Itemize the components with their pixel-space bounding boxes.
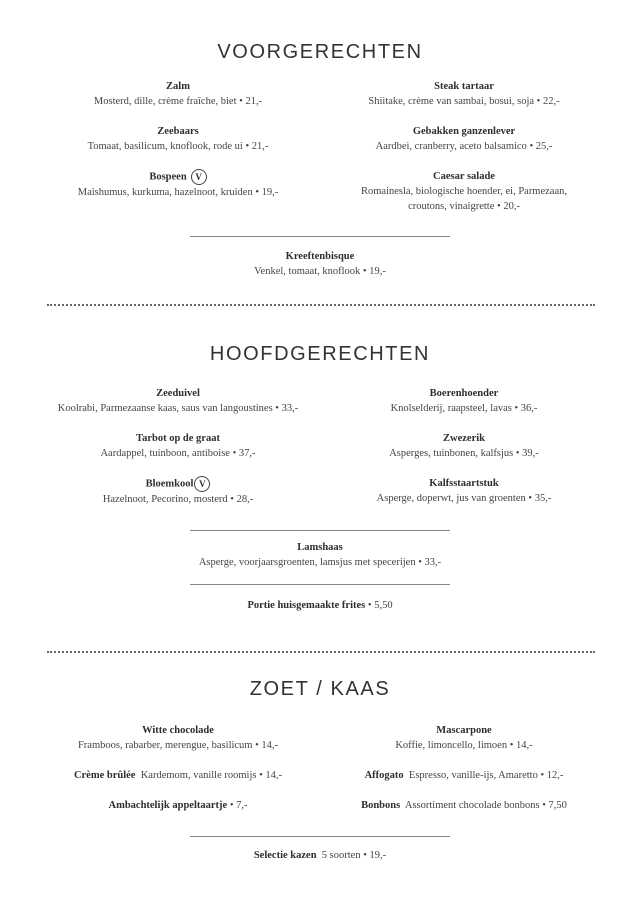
dish-desc: Tomaat, basilicum, knoflook, rode ui bbox=[87, 141, 243, 152]
dish-desc: Koolrabi, Parmezaanse kaas, saus van langoustines bbox=[57, 403, 273, 414]
menu-item bbox=[314, 124, 614, 154]
dish-desc: Koffie, limoncello, limoen bbox=[395, 740, 508, 751]
dish-name: Affogato bbox=[364, 770, 404, 781]
dish-desc: Hazelnoot, Pecorino, mosterd bbox=[102, 494, 228, 505]
dish-price: • 19,- bbox=[361, 850, 387, 861]
dish-name: Gebakken ganzenlever bbox=[412, 126, 516, 137]
menu-item bbox=[120, 598, 520, 613]
dish-name: Boerenhoender bbox=[429, 388, 499, 399]
menu-item bbox=[314, 723, 614, 753]
menu-item bbox=[28, 124, 328, 154]
dish-desc: Asperges, tuinbonen, kalfsjus bbox=[389, 448, 514, 459]
dish-price: • 14,- bbox=[252, 740, 278, 751]
dish-name: Zeeduivel bbox=[156, 388, 200, 399]
dish-price: • 39,- bbox=[513, 448, 539, 459]
dish-price: • 25,- bbox=[527, 141, 553, 152]
dish-price: • 35,- bbox=[526, 493, 552, 504]
dish-name: Steak tartaar bbox=[434, 81, 494, 92]
dish-price: • 21,- bbox=[237, 96, 263, 107]
section-title-voorgerechten: VOORGERECHTEN bbox=[217, 41, 423, 63]
menu-item bbox=[314, 386, 614, 416]
vegetarian-badge-icon: V bbox=[191, 169, 207, 185]
dish-desc: Romainesla, biologische hoender, ei, Parmezaan, bbox=[360, 186, 567, 197]
dish-desc: Asperge, doperwt, jus van groenten bbox=[376, 493, 526, 504]
dish-price: • 37,- bbox=[230, 448, 256, 459]
menu-item bbox=[314, 476, 614, 506]
section-title-hoofdgerechten: HOOFDGERECHTEN bbox=[209, 343, 431, 365]
menu-item bbox=[28, 723, 328, 753]
dish-desc: Aardbei, cranberry, aceto balsamico bbox=[375, 141, 527, 152]
dish-desc: Venkel, tomaat, knoflook bbox=[254, 266, 361, 277]
dish-price: • 21,- bbox=[243, 141, 269, 152]
menu-item bbox=[314, 79, 614, 109]
dish-price: • 28,- bbox=[228, 494, 254, 505]
dish-name: Kalfsstaartstuk bbox=[429, 478, 499, 489]
menu-item bbox=[28, 169, 328, 200]
divider bbox=[190, 836, 450, 837]
menu-item bbox=[314, 768, 614, 783]
dish-name: Zeebaars bbox=[157, 126, 199, 137]
dish-desc: 5 soorten bbox=[321, 850, 361, 861]
dish-price: • 7,- bbox=[227, 800, 247, 811]
dish-desc: Aardappel, tuinboon, antiboise bbox=[100, 448, 230, 459]
dish-name: Selectie kazen bbox=[253, 850, 317, 861]
dish-desc: Framboos, rabarber, merengue, basilicum bbox=[77, 740, 253, 751]
menu-item bbox=[28, 386, 328, 416]
menu-item bbox=[28, 798, 328, 813]
dish-price: • 33,- bbox=[416, 557, 442, 568]
dish-price: • 33,- bbox=[273, 403, 299, 414]
section-divider bbox=[47, 304, 595, 306]
section-title-zoet-kaas: ZOET / KAAS bbox=[249, 678, 391, 700]
section-divider bbox=[47, 651, 595, 653]
dish-desc: Asperge, voorjaarsgroenten, lamsjus met specerijen bbox=[198, 557, 416, 568]
dish-desc: Maishumus, kurkuma, hazelnoot, kruiden bbox=[77, 187, 253, 198]
dish-price: • 12,- bbox=[538, 770, 564, 781]
dish-name: Ambachtelijk appeltaartje bbox=[108, 800, 228, 811]
dish-price: • 19,- bbox=[253, 187, 279, 198]
dish-price: • 5,50 bbox=[365, 600, 392, 611]
dish-name: Bonbons bbox=[361, 800, 401, 811]
menu-item bbox=[120, 540, 520, 570]
dish-price: • 22,- bbox=[534, 96, 560, 107]
menu-item bbox=[28, 431, 328, 461]
dish-name: Crème brûlée bbox=[73, 770, 136, 781]
divider bbox=[190, 236, 450, 237]
dish-name: Lamshaas bbox=[297, 542, 343, 553]
vegetarian-badge-icon: V bbox=[194, 476, 210, 492]
dish-name: Bospeen bbox=[149, 171, 187, 183]
menu-item bbox=[28, 476, 328, 507]
menu-item bbox=[314, 169, 614, 214]
dish-name: Kreeftenbisque bbox=[285, 251, 355, 262]
dish-desc: Mosterd, dille, crème fraîche, biet bbox=[93, 96, 237, 107]
dish-name: Zwezerik bbox=[443, 433, 485, 444]
menu-item bbox=[120, 249, 520, 279]
dish-desc: Espresso, vanille-ijs, Amaretto bbox=[408, 770, 538, 781]
dish-desc-continued: croutons, vinaigrette bbox=[408, 201, 495, 212]
dish-price: • 7,50 bbox=[540, 800, 567, 811]
divider bbox=[190, 584, 450, 585]
dish-name: Caesar salade bbox=[433, 171, 495, 182]
menu-item bbox=[120, 848, 520, 863]
dish-desc: Knolselderij, raapsteel, lavas bbox=[390, 403, 512, 414]
menu-item bbox=[28, 79, 328, 109]
dish-price: • 19,- bbox=[360, 266, 386, 277]
dish-price: • 20,- bbox=[494, 201, 520, 212]
dish-name: Tarbot op de graat bbox=[136, 433, 220, 444]
dish-price: • 36,- bbox=[512, 403, 538, 414]
dish-price: • 14,- bbox=[256, 770, 282, 781]
dish-name: Mascarpone bbox=[436, 725, 492, 736]
menu-item bbox=[28, 768, 328, 783]
dish-name: Zalm bbox=[166, 81, 190, 92]
dish-price: • 14,- bbox=[507, 740, 533, 751]
menu-item bbox=[314, 798, 614, 813]
dish-name: Witte chocolade bbox=[142, 725, 214, 736]
dish-desc: Assortiment chocolade bonbons bbox=[404, 800, 540, 811]
divider bbox=[190, 530, 450, 531]
dish-name: Portie huisgemaakte frites bbox=[247, 600, 366, 611]
dish-desc: Shiitake, crème van sambai, bosui, soja bbox=[368, 96, 535, 107]
dish-desc: Kardemom, vanille roomijs bbox=[140, 770, 257, 781]
dish-name: Bloemkool bbox=[145, 478, 194, 490]
menu-item bbox=[314, 431, 614, 461]
